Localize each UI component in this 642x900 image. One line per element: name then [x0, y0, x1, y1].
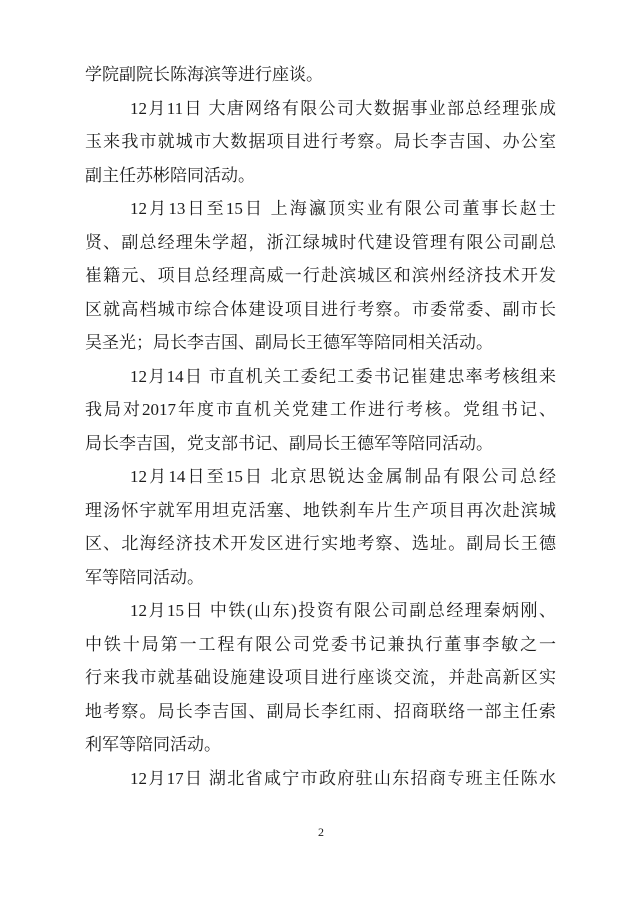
text-line: 12月17日 湖北省咸宁市政府驻山东招商专班主任陈水: [130, 768, 556, 788]
text-line: 12月13日至15日 上海瀛顶实业有限公司董事长赵士: [130, 199, 556, 218]
paragraph-dec-11: [85, 92, 556, 193]
text-line: 12月11日 大唐网络有限公司大数据事业部总经理张成: [130, 98, 556, 118]
paragraph-dec-13-15: [85, 192, 556, 360]
text-line: 军等陪同活动。: [85, 567, 204, 587]
paragraph-dec-14-15: [85, 460, 556, 594]
paragraph-dec-14: [85, 360, 556, 461]
paragraph-dec-17: [85, 762, 556, 796]
text-line: 行来我市就基础设施建设项目进行座谈交流，并赴高新区实: [85, 668, 556, 687]
text-line: 理汤怀宇就军用坦克活塞、地铁刹车片生产项目再次赴滨城: [85, 500, 556, 520]
text-line: 玉来我市就城市大数据项目进行考察。局长李吉国、办公室: [85, 132, 556, 151]
text-line: 崔籍元、项目总经理高威一行赴滨城区和滨州经济技术开发: [85, 266, 556, 285]
text-line: 吴圣光；局长李吉国、副局长王德军等陪同相关活动。: [85, 333, 493, 352]
paragraph-continued: [85, 58, 556, 92]
text-line: 12月15日 中铁(山东)投资有限公司副总经理秦炳刚、: [130, 601, 556, 620]
page-number: 2: [318, 825, 324, 839]
text-line: 地考察。局长李吉国、副局长李红雨、招商联络一部主任索: [85, 701, 556, 721]
text-line: 区、北海经济技术开发区进行实地考察、选址。副局长王德: [85, 534, 556, 553]
paragraph-dec-15: [85, 594, 556, 762]
text-line: 学院副院长陈海滨等进行座谈。: [85, 65, 323, 84]
text-line: 12月14日 市直机关工委纪工委书记崔建忠率考核组来: [130, 366, 556, 386]
text-line: 贤、副总经理朱学超，浙江绿城时代建设管理有限公司副总: [85, 232, 556, 252]
text-line: 中铁十局第一工程有限公司党委书记兼执行董事李敏之一: [85, 634, 556, 654]
text-line: 利军等陪同活动。: [85, 735, 221, 754]
text-line: 副主任苏彬陪同活动。: [85, 165, 255, 185]
document-body: [85, 58, 556, 795]
text-line: 区就高档城市综合体建设项目进行考察。市委常委、副市长: [85, 299, 556, 319]
text-line: 局长李吉国，党支部书记、副局长王德军等陪同活动。: [85, 433, 493, 453]
text-line: 12月14日至15日 北京思锐达金属制品有限公司总经: [130, 467, 556, 486]
text-line: 我局对2017年度市直机关党建工作进行考核。党组书记、: [85, 400, 556, 419]
